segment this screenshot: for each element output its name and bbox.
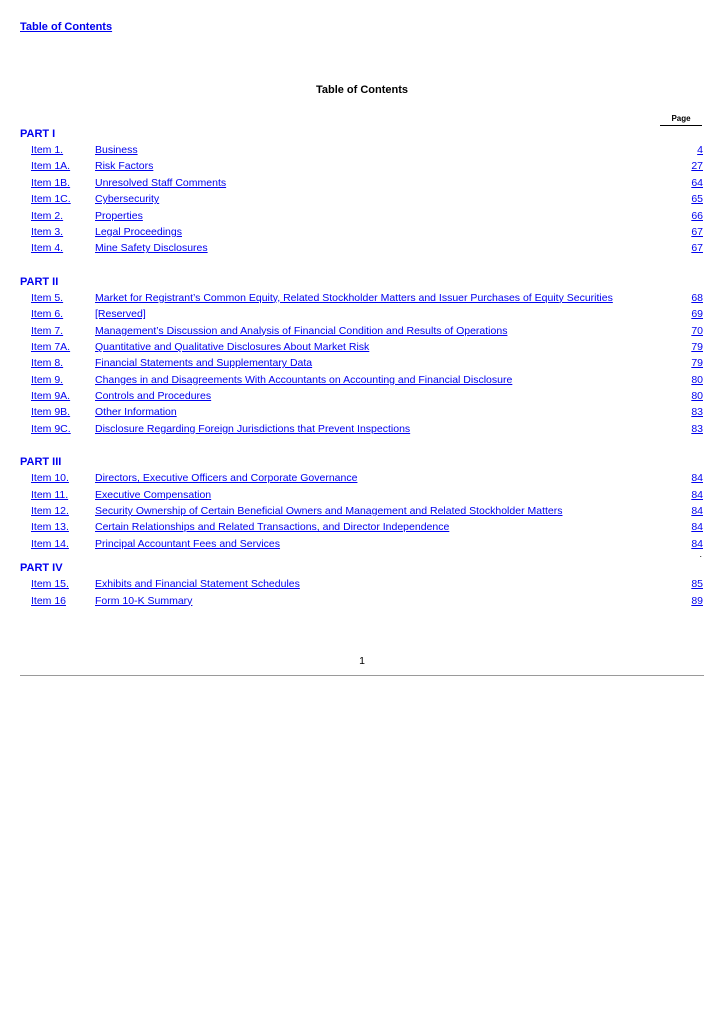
item-number-link[interactable]: Item 5. — [31, 291, 64, 304]
section-spacer — [20, 257, 703, 274]
item-title-link[interactable]: Cybersecurity — [95, 193, 160, 206]
item-title-link[interactable]: Changes in and Disagreements With Accountants on Accounting and Financial Disclosure — [95, 373, 513, 386]
trailing-mark: . — [699, 549, 702, 560]
item-number-link[interactable]: Item 8. — [31, 357, 64, 370]
item-number-link[interactable]: Item 7A. — [31, 340, 71, 353]
item-title-link[interactable]: Market for Registrant’s Common Equity, Related Stockholder Matters and Issuer Purchases of Equity Securities — [95, 291, 613, 304]
item-number-link[interactable]: Item 9B. — [31, 406, 71, 419]
page-number-link[interactable]: 64 — [691, 176, 703, 189]
item-title-link[interactable]: Quantitative and Qualitative Disclosures About Market Risk — [95, 340, 370, 353]
section-spacer — [20, 437, 703, 454]
toc-row — [20, 175, 703, 191]
item-title-link[interactable]: Management’s Discussion and Analysis of Financial Condition and Results of Operations — [95, 324, 508, 337]
toc-row — [20, 224, 703, 240]
item-title-link[interactable]: Properties — [95, 209, 143, 222]
item-title-link[interactable]: Business — [95, 144, 138, 156]
item-title-link[interactable]: Principal Accountant Fees and Services — [95, 537, 281, 550]
table-of-contents — [20, 126, 703, 609]
page-number-link[interactable]: 79 — [691, 340, 703, 353]
toc-row — [20, 355, 703, 371]
page-divider — [20, 675, 704, 676]
page-number-link[interactable]: 79 — [691, 357, 703, 370]
page-number-link[interactable]: 80 — [691, 373, 703, 386]
part-3-heading: PART III — [20, 456, 62, 469]
page-number-link[interactable]: 83 — [691, 422, 703, 435]
page-number-link[interactable]: 84 — [691, 537, 703, 550]
item-number-link[interactable]: Item 3. — [31, 225, 64, 238]
toc-row — [20, 503, 703, 519]
item-title-link[interactable]: Certain Relationships and Related Transactions, and Director Independence — [95, 521, 450, 534]
item-number-link[interactable]: Item 15. — [31, 578, 69, 591]
page-number-link[interactable]: 68 — [691, 291, 703, 304]
item-number-link[interactable]: Item 14. — [31, 537, 69, 550]
toc-row — [20, 470, 703, 486]
page-number-link[interactable]: 89 — [691, 594, 703, 607]
item-title-link[interactable]: Mine Safety Disclosures — [95, 242, 208, 255]
item-number-link[interactable]: Item 11. — [31, 488, 69, 501]
page-number-link[interactable]: 84 — [691, 488, 703, 501]
page-number-link[interactable]: 84 — [691, 505, 703, 518]
toc-row — [20, 306, 703, 322]
toc-row — [20, 191, 703, 207]
part-2-heading: PART II — [20, 275, 59, 288]
item-number-link[interactable]: Item 4. — [31, 242, 64, 255]
item-title-link[interactable]: Executive Compensation — [95, 488, 212, 501]
page-number-link[interactable]: 84 — [691, 521, 703, 534]
page-number-link[interactable]: 69 — [691, 308, 703, 321]
item-title-link[interactable]: [Reserved] — [95, 308, 146, 321]
toc-row — [20, 323, 703, 339]
item-number-link[interactable]: Item 7. — [31, 324, 64, 337]
page-footer-number: 1 — [359, 655, 365, 667]
toc-row — [20, 142, 703, 158]
toc-row — [20, 519, 703, 535]
item-number-link[interactable]: Item 12. — [31, 505, 69, 518]
item-number-link[interactable]: Item 6. — [31, 308, 64, 321]
page-number-link[interactable]: 83 — [691, 406, 703, 419]
page-title: Table of Contents — [315, 84, 409, 96]
item-number-link[interactable]: Item 1. — [31, 144, 64, 156]
item-number-link[interactable]: Item 13. — [31, 521, 69, 534]
item-title-link[interactable]: Risk Factors — [95, 160, 154, 173]
item-title-link[interactable]: Security Ownership of Certain Beneficial Owners and Management and Related Stockholder Matters — [95, 505, 563, 518]
item-title-link[interactable]: Other Information — [95, 406, 177, 419]
page-number-link[interactable]: 67 — [691, 225, 703, 238]
page-number-link[interactable]: 80 — [691, 390, 703, 403]
item-number-link[interactable]: Item 16 — [31, 594, 67, 607]
toc-row — [20, 339, 703, 355]
item-title-link[interactable]: Controls and Procedures — [95, 390, 212, 403]
page-number-link[interactable]: 66 — [691, 209, 703, 222]
page-number-link[interactable]: 27 — [691, 160, 703, 173]
toc-row — [20, 421, 703, 437]
page-number-link[interactable]: 65 — [691, 193, 703, 206]
toc-row — [20, 487, 703, 503]
item-title-link[interactable]: Legal Proceedings — [95, 225, 182, 238]
item-number-link[interactable]: Item 10. — [31, 472, 69, 485]
page-column-header: Page — [660, 114, 702, 126]
item-number-link[interactable]: Item 9A. — [31, 390, 71, 403]
item-title-link[interactable]: Disclosure Regarding Foreign Jurisdictions that Prevent Inspections — [95, 422, 411, 435]
item-number-link[interactable]: Item 9. — [31, 373, 64, 386]
item-title-link[interactable]: Financial Statements and Supplementary Data — [95, 357, 313, 370]
toc-row — [20, 158, 703, 174]
item-title-link[interactable]: Form 10-K Summary — [95, 594, 193, 607]
item-title-link[interactable]: Unresolved Staff Comments — [95, 176, 227, 189]
item-number-link[interactable]: Item 1C. — [31, 193, 71, 206]
trailing-mark-line — [20, 549, 703, 560]
toc-row — [20, 593, 703, 609]
toc-row — [20, 536, 703, 552]
item-title-link[interactable]: Exhibits and Financial Statement Schedules — [95, 578, 300, 591]
toc-row — [20, 388, 703, 404]
toc-row — [20, 404, 703, 420]
item-number-link[interactable]: Item 1A. — [31, 160, 71, 173]
toc-row — [20, 290, 703, 306]
page-number-link[interactable]: 84 — [691, 472, 703, 485]
item-title-link[interactable]: Directors, Executive Officers and Corporate Governance — [95, 472, 358, 485]
item-number-link[interactable]: Item 2. — [31, 209, 64, 222]
page-number-link[interactable]: 70 — [691, 324, 703, 337]
page-number-link[interactable]: 67 — [691, 242, 703, 255]
page-number-link[interactable]: 85 — [691, 578, 703, 591]
toc-row — [20, 372, 703, 388]
item-number-link[interactable]: Item 1B. — [31, 176, 71, 189]
part-1-heading: PART I — [20, 128, 56, 140]
table-of-contents-link[interactable]: Table of Contents — [20, 21, 113, 33]
toc-row — [20, 240, 703, 256]
part-4-heading: PART IV — [20, 562, 63, 575]
toc-row — [20, 576, 703, 592]
item-number-link[interactable]: Item 9C. — [31, 422, 71, 435]
page-number-link[interactable]: 4 — [697, 144, 703, 156]
toc-row — [20, 208, 703, 224]
